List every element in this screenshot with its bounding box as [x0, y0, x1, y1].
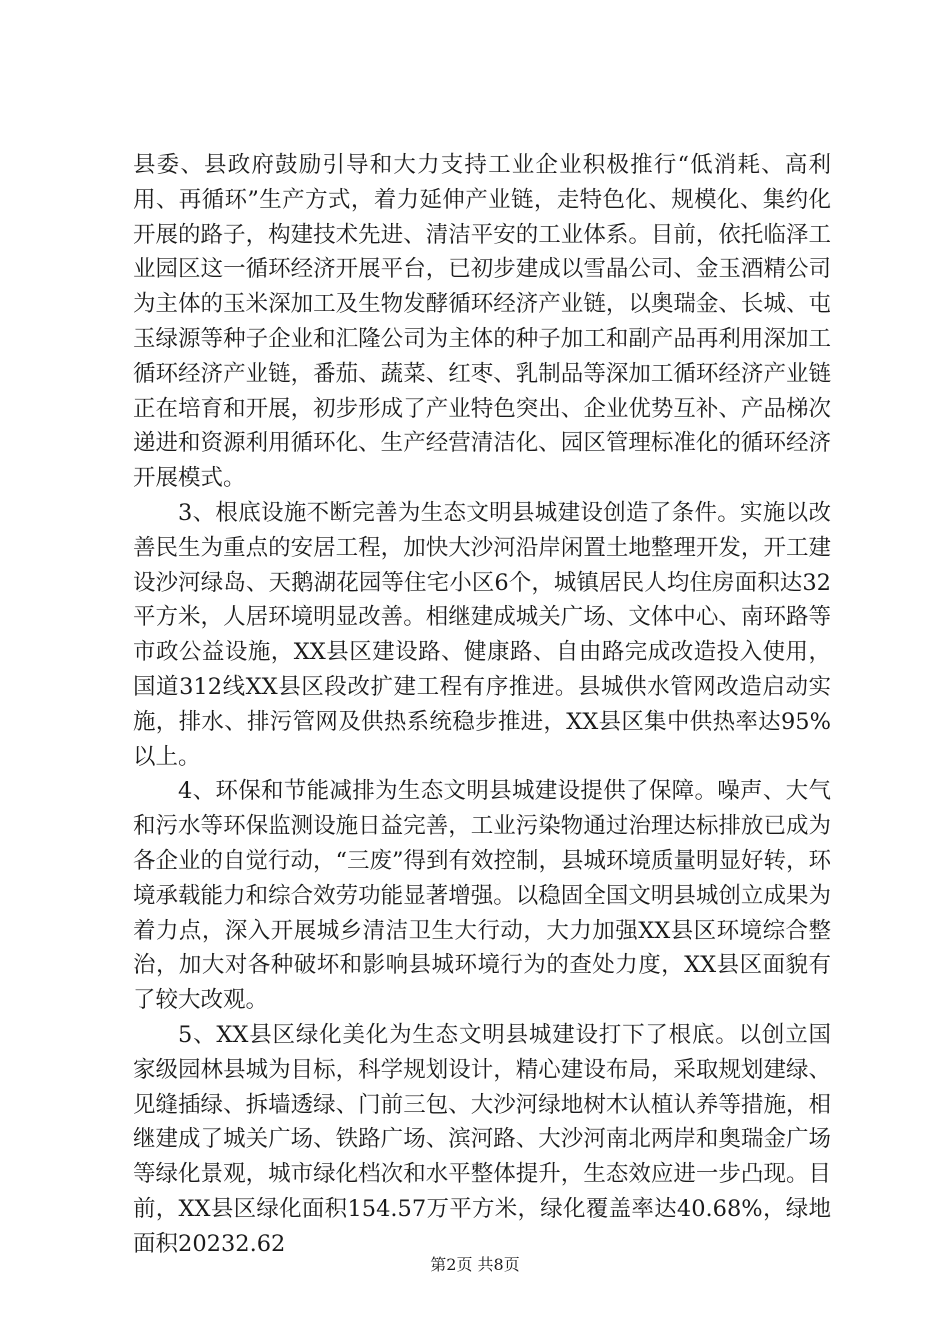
document-body — [133, 148, 831, 1262]
page-number-footer: 第2页 共8页 — [430, 1255, 520, 1274]
paragraph-industry-continuation: 县委、县政府鼓励引导和大力支持工业企业积极推行“低消耗、高利用、再循环”生产方式，着力延伸产业链，走特色化、规模化、集约化开展的路子，构建技术先进、清洁平安的工业体系。目前，依托临泽工业园区这一循环经济开展平台，已初步建成以雪晶公司、金玉酒精公司为主体的玉米深加工及生物发酵循环经济产业链，以奥瑞金、长城、屯玉绿源等种子企业和汇隆公司为主体的种子加工和副产品再利用深加工循环经济产业链，番茄、蔬菜、红枣、乳制品等深加工循环经济产业链正在培育和开展，初步形成了产业特色突出、企业优势互补、产品梯次递进和资源利用循环化、生产经营清洁化、园区管理标准化的循环经济开展模式。 — [133, 152, 831, 492]
paragraph-infrastructure: 3、根底设施不断完善为生态文明县城建设创造了条件。实施以改善民生为重点的安居工程，加快大沙河沿岸闲置土地整理开发，开工建设沙河绿岛、天鹅湖花园等住宅小区6个，城镇居民人均住房面积达32平方米，人居环境明显改善。相继建成城关广场、文体中心、南环路等市政公益设施，XX县区建设路、健康路、自由路完成改造投入使用，国道312线XX县区段改扩建工程有序推进。县城供水管网改造启动实施，排水、排污管网及供热系统稳步推进，XX县区集中供热率达95%以上。 — [133, 499, 831, 770]
paragraph-environmental-protection: 4、环保和节能减排为生态文明县城建设提供了保障。噪声、大气和污水等环保监测设施日益完善，工业污染物通过治理达标排放已成为各企业的自觉行动，“三废”得到有效控制，县城环境质量明显好转，环境承载能力和综合效劳功能显著增强。以稳固全国文明县城创立成果为着力点，深入开展城乡清洁卫生大行动，大力加强XX县区环境综合整治，加大对各种破坏和影响县城环境行为的查处力度，XX县区面貌有了较大改观。 — [133, 778, 832, 1014]
paragraph-greening: 5、XX县区绿化美化为生态文明县城建设打下了根底。以创立国家级园林县城为目标，科学规划设计，精心建设布局，采取规划建绿、见缝插绿、拆墙透绿、门前三包、大沙河绿地树木认植认养等措施，相继建成了城关广场、铁路广场、滨河路、大沙河南北两岸和奥瑞金广场等绿化景观，城市绿化档次和水平整体提升，生态效应进一步凸现。目前，XX县区绿化面积154.57万平方米，绿化覆盖率达40.68%，绿地面积20232.62 — [133, 1021, 831, 1257]
